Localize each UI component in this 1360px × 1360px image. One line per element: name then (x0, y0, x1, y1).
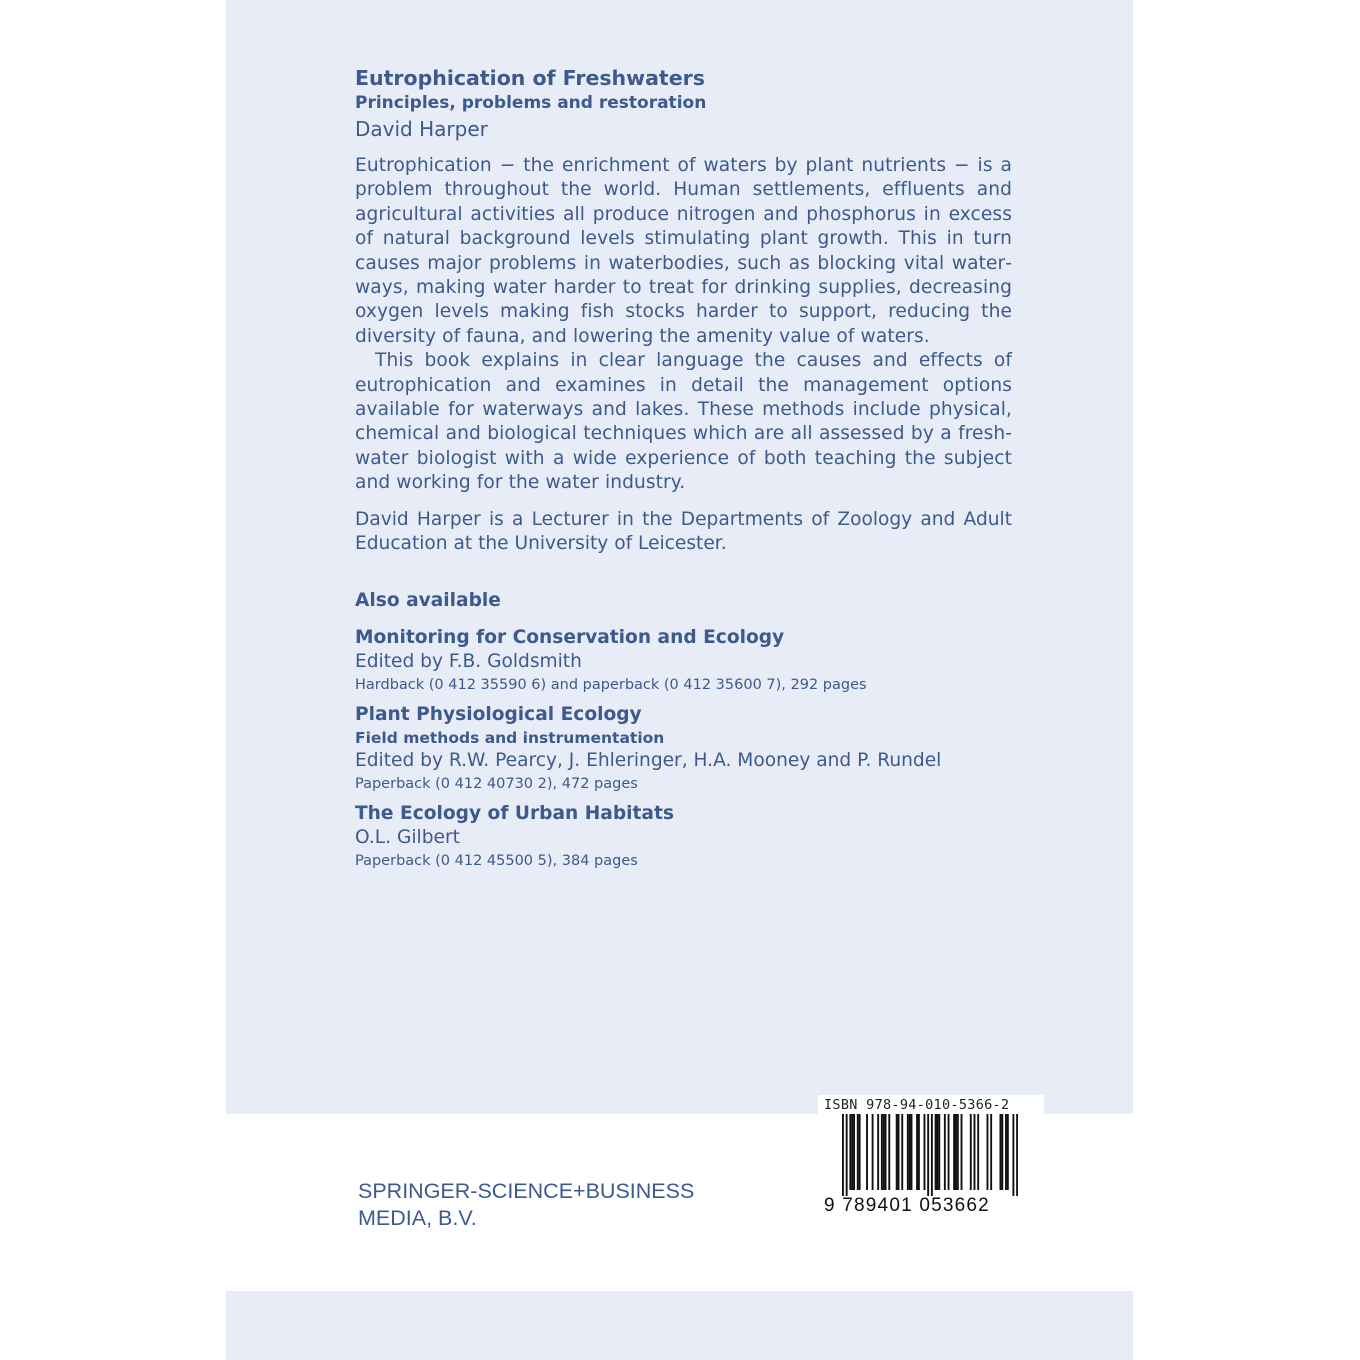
barcode-bar (1012, 1114, 1014, 1196)
related-book-format: Paperback (0 412 40730 2), 472 pages (355, 775, 638, 792)
barcode-bar (955, 1114, 957, 1190)
related-book-format: Paperback (0 412 45500 5), 384 pages (355, 852, 638, 869)
related-book-title: Monitoring for Conservation and Ecology (355, 626, 785, 648)
barcode-bar (924, 1114, 926, 1190)
barcode-bar (953, 1114, 955, 1190)
barcode-bar (888, 1114, 890, 1190)
barcode-bar (977, 1114, 979, 1190)
barcode-bar (970, 1114, 972, 1190)
barcode-bar (935, 1114, 937, 1190)
related-book (355, 625, 1012, 696)
barcode-bar (846, 1114, 848, 1196)
barcode-bar (948, 1114, 950, 1190)
barcode-bar (883, 1114, 885, 1190)
barcode-bar (916, 1114, 918, 1190)
barcode-bar (1005, 1114, 1007, 1190)
barcode-bar (961, 1114, 963, 1190)
barcode-bars (842, 1114, 1018, 1196)
barcode-bar (957, 1114, 959, 1190)
cover-lower-panel (226, 1291, 1133, 1360)
barcode-bar (877, 1114, 879, 1190)
isbn-label: ISBN 978-94-010-5366-2 (824, 1097, 1010, 1113)
blurb-paragraph-2: This book explains in clear language the causes and effects of eutrophication and examines in detail the management options available for waterways and lakes. These methods include physical, chemical and biological techniques which are all assessed by a freshwater biologist with a wide experience of both teaching the subject and working for the water industry. (355, 350, 1012, 494)
related-book-subtitle: Field methods and instrumentation (355, 728, 665, 747)
barcode-bar (938, 1114, 940, 1190)
back-cover-content (355, 64, 1012, 872)
barcode-bar (1001, 1114, 1003, 1190)
barcode-bar (859, 1114, 861, 1190)
related-book (355, 702, 1012, 795)
related-book-editors: O.L. Gilbert (355, 826, 460, 848)
related-book (355, 801, 1012, 872)
barcode-bar (901, 1114, 903, 1190)
barcode-bar (881, 1114, 883, 1190)
related-book-editors: Edited by F.B. Goldsmith (355, 650, 582, 672)
barcode-bar (987, 1114, 989, 1190)
barcode-bar (857, 1114, 859, 1190)
isbn-barcode (818, 1095, 1044, 1220)
barcode-bar (851, 1114, 853, 1190)
barcode-digits: 9 789401 053662 (824, 1195, 990, 1216)
barcode-bar (872, 1114, 874, 1190)
related-books-list (355, 625, 1012, 872)
book-author: David Harper (355, 117, 488, 141)
book-title: Eutrophication of Freshwaters (355, 66, 705, 90)
barcode-bar (1007, 1114, 1009, 1190)
publisher-line-2: MEDIA, B.V. (358, 1206, 477, 1230)
barcode-bar (944, 1114, 946, 1190)
blurb-paragraph-1: Eutrophication − the enrichment of waters by plant nutrients − is a problem throughout the world. Human settlements, effluents and agricultural activities all produce nitrogen and phosphorus in excess of natural background levels stimulating plant growth. This in turn causes major problems in waterbodies, such as blocking vital waterways, making water harder to treat for drinking supplies, decreasing oxygen levels making fish stocks harder to support, reducing the diversity of fauna, and lowering the amenity value of waters. (355, 155, 1012, 347)
barcode-bar (896, 1114, 898, 1190)
barcode-bar (866, 1114, 868, 1190)
barcode-bar (990, 1114, 992, 1190)
barcode-bar (907, 1114, 909, 1190)
barcode-bar (849, 1114, 851, 1190)
related-book-format: Hardback (0 412 35590 6) and paperback (0 412 35600 7), 292 pages (355, 676, 867, 693)
barcode-bar (931, 1114, 933, 1196)
related-book-title: Plant Physiological Ecology (355, 703, 642, 725)
publisher-line-1: SPRINGER-SCIENCE+BUSINESS (358, 1179, 695, 1203)
book-subtitle: Principles, problems and restoration (355, 93, 707, 113)
related-book-editors: Edited by R.W. Pearcy, J. Ehleringer, H.A. Mooney and P. Rundel (355, 749, 942, 771)
barcode-bar (898, 1114, 900, 1190)
author-bio: David Harper is a Lecturer in the Departments of Zoology and Adult Education at the University of Leicester. (355, 508, 1012, 555)
barcode-bar (918, 1114, 920, 1190)
barcode-bar (853, 1114, 855, 1190)
barcode-bar (885, 1114, 887, 1190)
publisher-name (358, 1178, 778, 1232)
barcode-bar (927, 1114, 929, 1196)
barcode-bar (999, 1114, 1001, 1190)
barcode-bar (1016, 1114, 1018, 1196)
barcode-bar (909, 1114, 911, 1190)
barcode-bar (842, 1114, 844, 1196)
barcode-bar (936, 1114, 938, 1190)
related-book-title: The Ecology of Urban Habitats (355, 802, 674, 824)
barcode-bar (974, 1114, 976, 1190)
also-available-heading: Also available (355, 589, 501, 611)
barcode-bar (911, 1114, 913, 1190)
